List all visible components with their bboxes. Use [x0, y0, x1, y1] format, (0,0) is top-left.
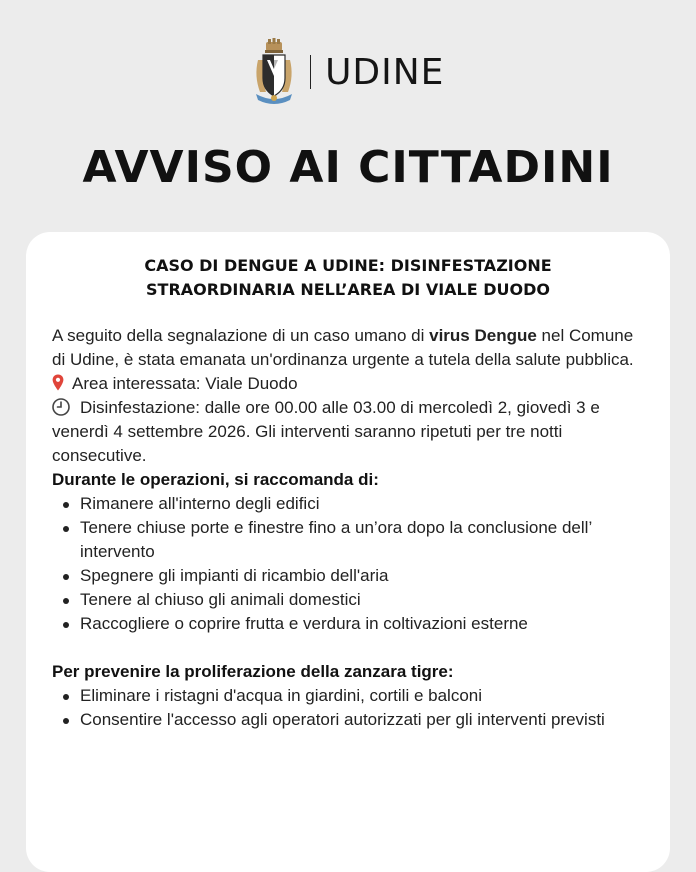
- notice-card: [26, 232, 670, 872]
- notice-title-line-2: STRAORDINARIA NELL’AREA DI VIALE DUODO: [146, 280, 550, 299]
- brand-header: [0, 36, 696, 108]
- intro-text-highlight: virus Dengue: [429, 326, 537, 345]
- during-heading: Durante le operazioni, si raccomanda di:: [52, 470, 379, 489]
- prevent-heading: Per prevenire la proliferazione della zanzara tigre:: [52, 662, 454, 681]
- intro-text-start: A seguito della segnalazione di un caso umano di: [52, 326, 430, 345]
- area-text: Area interessata: Viale Duodo: [72, 374, 298, 393]
- list-item: Tenere al chiuso gli animali domestici: [80, 588, 644, 612]
- during-list: [52, 492, 644, 636]
- page-title: AVVISO AI CITTADINI: [82, 142, 614, 193]
- intro-text-end: nel Comune di Udine, è stata emanata un'ordinanza urgente a tutela della salute pubblica.: [52, 326, 634, 369]
- logo-divider: [310, 55, 312, 89]
- list-item: Raccogliere o coprire frutta e verdura in coltivazioni esterne: [80, 612, 644, 636]
- list-item: Spegnere gli impianti di ricambio dell'aria: [80, 564, 644, 588]
- schedule-text: Disinfestazione: dalle ore 00.00 alle 03.00 di mercoledì 2, giovedì 3 e venerdì 4 settembre 2026. Gli interventi saranno ripetuti per tre notti consecutive.: [52, 398, 600, 465]
- notice-title: [52, 254, 644, 302]
- notice-title-line-1: CASO DI DENGUE A UDINE: DISINFESTAZIONE: [144, 256, 552, 275]
- list-item: Consentire l'accesso agli operatori autorizzati per gli interventi previsti: [80, 708, 644, 732]
- intro-paragraph: [52, 324, 644, 372]
- area-line: [52, 372, 644, 396]
- prevent-list: [52, 684, 644, 732]
- schedule-line: [52, 396, 644, 468]
- udine-wordmark: UDINE: [325, 52, 445, 93]
- list-item: Rimanere all'interno degli edifici: [80, 492, 644, 516]
- udine-crest-icon: [252, 38, 296, 106]
- list-item: Tenere chiuse porte e finestre fino a un’ora dopo la conclusione dell’ intervento: [80, 516, 644, 564]
- list-item: Eliminare i ristagni d'acqua in giardini, cortili e balconi: [80, 684, 644, 708]
- pin-icon: [52, 374, 64, 391]
- clock-icon: [52, 398, 70, 416]
